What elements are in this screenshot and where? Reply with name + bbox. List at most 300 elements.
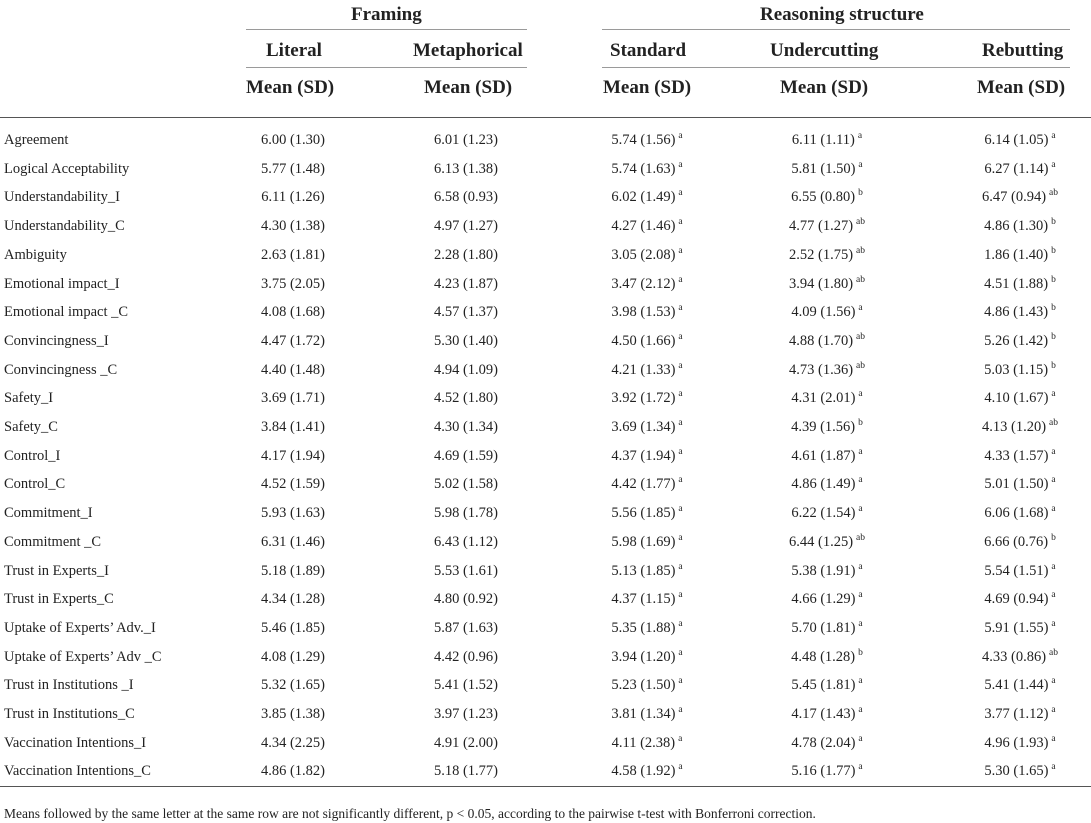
cell-value: 5.45 (1.81) — [791, 677, 856, 693]
significance-letter: a — [858, 562, 863, 573]
significance-letter: b — [858, 418, 863, 429]
cell-value: 4.69 (0.94) — [984, 591, 1049, 607]
cell-value: 1.86 (1.40) — [984, 247, 1049, 263]
cell-value: 5.98 (1.78) — [433, 505, 499, 521]
cell-undercutting — [792, 133, 862, 148]
cell-metaphorical — [434, 420, 498, 435]
cell-value: 5.01 (1.50) — [984, 476, 1049, 492]
cell-rebutting — [982, 420, 1058, 435]
significance-letter: a — [858, 504, 863, 515]
cell-value: 4.34 (2.25) — [260, 735, 326, 751]
cell-value: 5.77 (1.48) — [260, 161, 326, 177]
cell-value: 5.23 (1.50) — [611, 677, 676, 693]
cell-value: 4.58 (1.92) — [611, 763, 676, 779]
cell-metaphorical — [434, 391, 498, 406]
cell-value: 6.66 (0.76) — [984, 534, 1049, 550]
cell-literal — [261, 248, 325, 263]
row-label: Safety_I — [4, 390, 54, 406]
significance-letter: a — [858, 389, 863, 400]
row-label: Commitment_I — [4, 505, 93, 521]
significance-letter: a — [678, 533, 683, 544]
cell-value: 6.11 (1.26) — [261, 189, 325, 205]
significance-letter: a — [1051, 389, 1056, 400]
significance-letter: a — [678, 590, 683, 601]
cell-undercutting — [789, 219, 865, 234]
significance-letter: a — [678, 762, 683, 773]
row-label: Trust in Institutions_C — [4, 706, 135, 722]
cell-value: 4.30 (1.38) — [260, 218, 326, 234]
cell-value: 6.13 (1.38) — [433, 161, 499, 177]
cell-value: 4.34 (1.28) — [260, 591, 326, 607]
cell-value: 4.96 (1.93) — [984, 735, 1049, 751]
cell-value: 4.10 (1.67) — [984, 390, 1049, 406]
cell-value: 4.37 (1.15) — [611, 591, 676, 607]
stat-header-standard: Mean (SD) — [603, 77, 692, 98]
cell-value: 5.53 (1.61) — [433, 563, 499, 579]
cell-value: 4.11 (2.38) — [611, 735, 676, 751]
cell-standard — [611, 334, 682, 349]
significance-letter: a — [858, 734, 863, 745]
cell-standard — [611, 678, 682, 693]
cell-value: 3.92 (1.72) — [611, 390, 676, 406]
significance-letter: a — [857, 131, 863, 142]
row-label: Trust in Experts_I — [4, 563, 109, 579]
cell-rebutting — [984, 162, 1055, 177]
significance-letter: b — [1051, 303, 1056, 314]
cell-value: 4.77 (1.27) — [788, 218, 854, 234]
cell-value: 6.27 (1.14) — [984, 161, 1049, 177]
stat-header-literal: Mean (SD) — [246, 77, 335, 98]
col-header-metaphorical: Metaphorical — [413, 40, 523, 61]
significance-letter: a — [858, 475, 863, 486]
significance-letter: a — [678, 275, 683, 286]
significance-letter: a — [1051, 590, 1056, 601]
cell-standard — [611, 477, 682, 492]
cell-value: 4.08 (1.29) — [260, 649, 326, 665]
significance-letter: a — [678, 389, 683, 400]
cell-value: 3.75 (2.05) — [260, 276, 326, 292]
cell-value: 4.27 (1.46) — [611, 218, 676, 234]
cell-standard — [611, 449, 682, 464]
cell-value: 5.81 (1.50) — [791, 161, 856, 177]
cell-standard — [612, 736, 683, 751]
cell-metaphorical — [434, 764, 498, 779]
cell-value: 4.23 (1.87) — [433, 276, 499, 292]
cell-undercutting — [791, 764, 862, 779]
cell-literal — [261, 678, 325, 693]
significance-letter: ab — [856, 217, 866, 228]
cell-value: 5.18 (1.77) — [433, 763, 499, 779]
cell-value: 6.47 (0.94) — [981, 189, 1047, 205]
cell-rebutting — [984, 449, 1055, 464]
row-label: Emotional impact _C — [4, 304, 129, 320]
cell-value: 5.38 (1.91) — [791, 563, 856, 579]
significance-letter: a — [858, 619, 863, 630]
cell-metaphorical — [434, 650, 498, 665]
cell-standard — [611, 535, 682, 550]
cell-value: 4.91 (2.00) — [433, 735, 499, 751]
cell-value: 4.73 (1.36) — [788, 362, 854, 378]
cell-value: 2.63 (1.81) — [260, 247, 326, 263]
cell-value: 4.66 (1.29) — [791, 591, 856, 607]
cell-rebutting — [984, 621, 1055, 636]
cell-rebutting — [984, 363, 1056, 378]
cell-value: 5.30 (1.65) — [984, 763, 1049, 779]
cell-metaphorical — [434, 334, 498, 349]
significance-letter: a — [858, 303, 863, 314]
cell-value: 4.86 (1.43) — [984, 304, 1049, 320]
row-label: Convincingness _C — [4, 362, 118, 378]
row-label: Vaccination Intentions_I — [4, 735, 147, 751]
row-label: Agreement — [4, 132, 69, 148]
cell-literal — [261, 334, 325, 349]
significance-letter: ab — [856, 533, 866, 544]
cell-literal — [261, 477, 325, 492]
cell-value: 2.28 (1.80) — [433, 247, 499, 263]
significance-letter: a — [858, 160, 863, 171]
cell-value: 4.17 (1.94) — [260, 448, 326, 464]
cell-undercutting — [791, 420, 863, 435]
significance-letter: b — [1051, 332, 1056, 343]
cell-literal — [261, 535, 325, 550]
col-header-standard: Standard — [610, 40, 687, 61]
cell-standard — [611, 764, 682, 779]
rule-framing — [246, 29, 527, 30]
cell-standard — [611, 363, 682, 378]
cell-undercutting — [791, 564, 862, 579]
cell-value: 6.58 (0.93) — [433, 189, 499, 205]
cell-value: 5.74 (1.56) — [611, 132, 676, 148]
cell-standard — [611, 248, 682, 263]
cell-value: 4.47 (1.72) — [260, 333, 326, 349]
significance-letter: a — [678, 303, 683, 314]
significance-letter: b — [858, 188, 863, 199]
cell-value: 4.08 (1.68) — [260, 304, 326, 320]
cell-literal — [261, 162, 325, 177]
cell-metaphorical — [434, 678, 498, 693]
significance-letter: a — [1051, 705, 1056, 716]
cell-literal — [261, 650, 325, 665]
cell-value: 6.11 (1.11) — [791, 132, 855, 148]
cell-metaphorical — [434, 621, 498, 636]
cell-value: 4.86 (1.49) — [791, 476, 856, 492]
cell-undercutting — [791, 592, 862, 607]
cell-value: 4.42 (0.96) — [433, 649, 499, 665]
cell-value: 4.30 (1.34) — [433, 419, 499, 435]
significance-letter: a — [858, 676, 863, 687]
cell-value: 5.56 (1.85) — [611, 505, 676, 521]
cell-value: 4.50 (1.66) — [611, 333, 676, 349]
cell-standard — [611, 564, 682, 579]
cell-literal — [261, 707, 325, 722]
cell-value: 4.88 (1.70) — [788, 333, 854, 349]
cell-value: 6.31 (1.46) — [260, 534, 326, 550]
cell-value: 4.78 (2.04) — [791, 735, 856, 751]
cell-undercutting — [791, 391, 862, 406]
cell-value: 6.00 (1.30) — [260, 132, 326, 148]
cell-value: 5.74 (1.63) — [611, 161, 676, 177]
row-label: Uptake of Experts’ Adv _C — [4, 649, 162, 665]
cell-value: 6.44 (1.25) — [788, 534, 854, 550]
cell-rebutting — [984, 477, 1055, 492]
cell-value: 5.16 (1.77) — [791, 763, 856, 779]
significance-letter: ab — [1049, 188, 1059, 199]
significance-letter: a — [678, 676, 683, 687]
row-label: Emotional impact_I — [4, 276, 120, 292]
significance-letter: ab — [856, 361, 866, 372]
significance-letter: b — [858, 648, 863, 659]
cell-value: 5.91 (1.55) — [984, 620, 1049, 636]
cell-value: 4.48 (1.28) — [791, 649, 856, 665]
cell-value: 4.52 (1.80) — [433, 390, 499, 406]
col-header-undercutting: Undercutting — [770, 40, 879, 61]
cell-literal — [261, 736, 325, 751]
cell-metaphorical — [434, 506, 498, 521]
cell-value: 5.41 (1.44) — [984, 677, 1049, 693]
cell-value: 4.42 (1.77) — [611, 476, 676, 492]
cell-value: 4.86 (1.82) — [260, 763, 326, 779]
cell-value: 4.97 (1.27) — [433, 218, 499, 234]
cell-rebutting — [984, 564, 1055, 579]
cell-rebutting — [984, 305, 1056, 320]
cell-value: 5.18 (1.89) — [260, 563, 326, 579]
cell-value: 5.13 (1.85) — [611, 563, 676, 579]
cell-literal — [261, 621, 325, 636]
significance-letter: ab — [856, 246, 866, 257]
cell-value: 6.55 (0.80) — [791, 189, 856, 205]
significance-letter: a — [1051, 676, 1056, 687]
cell-literal — [261, 391, 325, 406]
significance-letter: a — [1051, 504, 1056, 515]
cell-value: 4.40 (1.48) — [260, 362, 326, 378]
significance-letter: b — [1051, 361, 1056, 372]
cell-metaphorical — [434, 736, 498, 751]
significance-letter: a — [1051, 734, 1056, 745]
significance-letter: a — [858, 590, 863, 601]
significance-letter: b — [1051, 533, 1056, 544]
cell-value: 4.33 (0.86) — [981, 649, 1047, 665]
cell-value: 5.03 (1.15) — [984, 362, 1049, 378]
row-label: Control_I — [4, 448, 61, 464]
row-label: Understandability_I — [4, 189, 120, 205]
cell-rebutting — [984, 707, 1055, 722]
cell-value: 5.54 (1.51) — [984, 563, 1049, 579]
cell-value: 5.02 (1.58) — [433, 476, 499, 492]
cell-metaphorical — [434, 190, 498, 205]
significance-letter: ab — [1049, 418, 1059, 429]
cell-undercutting — [789, 277, 865, 292]
cell-value: 3.05 (2.08) — [611, 247, 676, 263]
cell-value: 6.02 (1.49) — [611, 189, 676, 205]
rule-header-bottom — [0, 117, 1091, 118]
cell-standard — [611, 506, 682, 521]
cell-value: 6.06 (1.68) — [984, 505, 1049, 521]
cell-undercutting — [789, 334, 865, 349]
cell-metaphorical — [434, 707, 498, 722]
cell-standard — [611, 219, 682, 234]
cell-value: 5.46 (1.85) — [260, 620, 326, 636]
cell-rebutting — [984, 391, 1055, 406]
significance-letter: b — [1051, 217, 1056, 228]
cell-value: 6.01 (1.23) — [433, 132, 499, 148]
cell-literal — [261, 592, 325, 607]
cell-undercutting — [791, 449, 862, 464]
cell-literal — [261, 305, 325, 320]
cell-literal — [261, 420, 325, 435]
col-header-literal: Literal — [266, 40, 322, 61]
significance-letter: b — [1051, 275, 1056, 286]
cell-metaphorical — [434, 248, 498, 263]
significance-letter: a — [1051, 160, 1056, 171]
cell-rebutting — [984, 678, 1055, 693]
significance-letter: a — [678, 504, 683, 515]
cell-value: 4.31 (2.01) — [791, 390, 856, 406]
cell-rebutting — [984, 219, 1056, 234]
significance-letter: a — [678, 361, 683, 372]
row-label: Trust in Institutions _I — [4, 677, 134, 693]
cell-standard — [611, 133, 682, 148]
cell-value: 4.80 (0.92) — [433, 591, 499, 607]
significance-letter: a — [678, 131, 683, 142]
significance-letter: a — [858, 705, 863, 716]
cell-undercutting — [789, 248, 865, 263]
cell-value: 3.81 (1.34) — [611, 706, 676, 722]
cell-rebutting — [984, 248, 1056, 263]
cell-standard — [611, 277, 682, 292]
significance-letter: a — [858, 447, 863, 458]
cell-value: 5.26 (1.42) — [984, 333, 1049, 349]
significance-letter: a — [678, 246, 683, 257]
cell-value: 4.69 (1.59) — [433, 448, 499, 464]
group-header-reasoning: Reasoning structure — [760, 4, 924, 25]
cell-undercutting — [791, 736, 862, 751]
cell-value: 4.52 (1.59) — [260, 476, 326, 492]
cell-standard — [611, 305, 682, 320]
row-label: Logical Acceptability — [4, 161, 130, 177]
cell-rebutting — [984, 334, 1056, 349]
rule-table-bottom — [0, 786, 1091, 787]
row-label: Vaccination Intentions_C — [4, 763, 151, 779]
significance-letter: a — [1051, 562, 1056, 573]
cell-metaphorical — [434, 363, 498, 378]
cell-literal — [261, 363, 325, 378]
cell-literal — [261, 219, 325, 234]
cell-rebutting — [984, 133, 1055, 148]
cell-value: 2.52 (1.75) — [788, 247, 854, 263]
cell-value: 3.94 (1.80) — [788, 276, 854, 292]
significance-letter: a — [1051, 475, 1056, 486]
cell-value: 3.85 (1.38) — [260, 706, 326, 722]
row-label: Trust in Experts_C — [4, 591, 114, 607]
rule-reasoning — [602, 29, 1070, 30]
cell-rebutting — [984, 535, 1056, 550]
table-footnote: Means followed by the same letter at the same row are not significantly different, p < 0.05, according to the pairwise t-test with Bonferroni correction. — [4, 806, 816, 821]
cell-value: 3.77 (1.12) — [984, 706, 1049, 722]
col-header-rebutting: Rebutting — [982, 40, 1064, 61]
cell-value: 6.43 (1.12) — [433, 534, 499, 550]
row-label: Understandability_C — [4, 218, 125, 234]
cell-value: 4.61 (1.87) — [791, 448, 856, 464]
cell-value: 4.17 (1.43) — [791, 706, 856, 722]
row-label: Convincingness_I — [4, 333, 109, 349]
cell-literal — [261, 449, 325, 464]
cell-undercutting — [791, 621, 862, 636]
cell-rebutting — [984, 506, 1055, 521]
cell-value: 6.22 (1.54) — [791, 505, 856, 521]
cell-literal — [261, 190, 325, 205]
cell-value: 3.47 (2.12) — [611, 276, 676, 292]
cell-literal — [261, 764, 325, 779]
cell-metaphorical — [434, 305, 498, 320]
stat-header-rebutting: Mean (SD) — [977, 77, 1066, 98]
cell-metaphorical — [434, 564, 498, 579]
cell-literal — [261, 133, 325, 148]
cell-standard — [611, 707, 682, 722]
cell-value: 5.93 (1.63) — [260, 505, 326, 521]
significance-letter: a — [1051, 762, 1056, 773]
cell-value: 4.94 (1.09) — [433, 362, 499, 378]
rule-subheader — [246, 67, 527, 68]
cell-standard — [611, 621, 682, 636]
cell-rebutting — [982, 650, 1058, 665]
significance-letter: a — [678, 734, 683, 745]
significance-letter: ab — [856, 332, 866, 343]
cell-value: 5.41 (1.52) — [433, 677, 499, 693]
cell-value: 3.69 (1.71) — [260, 390, 326, 406]
cell-metaphorical — [434, 219, 498, 234]
cell-literal — [261, 564, 325, 579]
cell-metaphorical — [434, 162, 498, 177]
significance-letter: a — [678, 648, 683, 659]
cell-value: 3.69 (1.34) — [611, 419, 676, 435]
cell-rebutting — [984, 277, 1056, 292]
cell-value: 5.32 (1.65) — [260, 677, 326, 693]
cell-value: 3.84 (1.41) — [260, 419, 326, 435]
cell-undercutting — [789, 363, 865, 378]
cell-value: 4.13 (1.20) — [981, 419, 1047, 435]
cell-undercutting — [791, 305, 862, 320]
significance-letter: ab — [856, 275, 866, 286]
cell-value: 4.51 (1.88) — [984, 276, 1049, 292]
significance-letter: b — [1051, 246, 1056, 257]
stat-header-undercutting: Mean (SD) — [780, 77, 869, 98]
cell-value: 5.70 (1.81) — [791, 620, 856, 636]
cell-value: 3.98 (1.53) — [611, 304, 676, 320]
cell-metaphorical — [434, 592, 498, 607]
cell-undercutting — [791, 190, 863, 205]
cell-metaphorical — [434, 133, 498, 148]
cell-standard — [611, 650, 682, 665]
significance-letter: a — [678, 418, 683, 429]
row-label: Ambiguity — [4, 247, 67, 263]
significance-letter: a — [1051, 447, 1056, 458]
significance-letter: a — [1051, 131, 1056, 142]
cell-metaphorical — [434, 449, 498, 464]
cell-metaphorical — [434, 477, 498, 492]
significance-letter: a — [678, 188, 683, 199]
rule-subheader-2 — [602, 67, 1070, 68]
cell-undercutting — [791, 650, 863, 665]
cell-undercutting — [791, 678, 862, 693]
cell-value: 4.21 (1.33) — [611, 362, 676, 378]
cell-standard — [611, 190, 682, 205]
significance-letter: a — [858, 762, 863, 773]
cell-standard — [611, 391, 682, 406]
row-label: Control_C — [4, 476, 66, 492]
significance-letter: a — [1051, 619, 1056, 630]
cell-undercutting — [791, 707, 862, 722]
cell-rebutting — [982, 190, 1058, 205]
